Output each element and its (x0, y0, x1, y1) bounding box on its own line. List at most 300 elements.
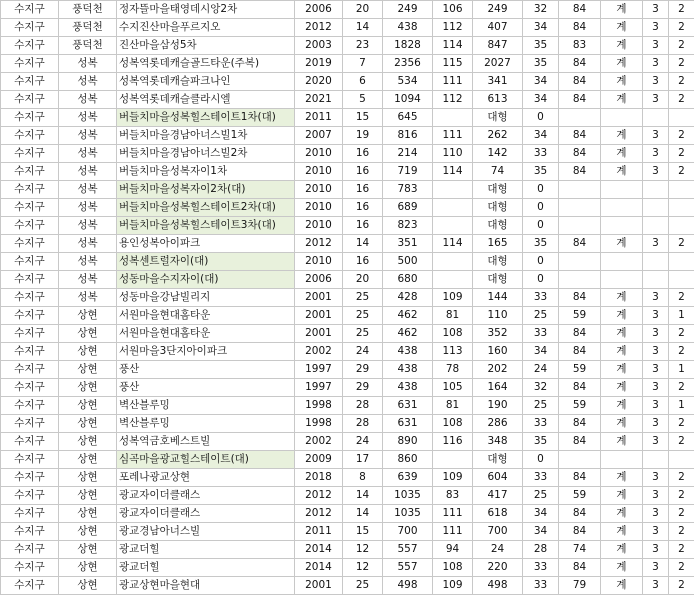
age-cell: 25 (343, 289, 383, 307)
complex-name-cell: 진산마을삼성5차 (117, 37, 295, 55)
total-cell: 계 (601, 397, 643, 415)
year-cell: 2020 (295, 73, 343, 91)
district-cell: 수지구 (1, 19, 59, 37)
rooms-cell: 3 (643, 559, 669, 577)
pyeong-cell: 28 (523, 541, 559, 559)
area-cell (433, 253, 473, 271)
households-cell: 438 (383, 379, 433, 397)
complex-name-cell: 광교더힐 (117, 541, 295, 559)
complex-name-cell: 성동마을강남빌리지 (117, 289, 295, 307)
area-cell: 78 (433, 361, 473, 379)
age-cell: 6 (343, 73, 383, 91)
unit-count-cell: 341 (473, 73, 523, 91)
district-cell: 수지구 (1, 541, 59, 559)
dong-cell: 성복 (59, 181, 117, 199)
age-cell: 16 (343, 163, 383, 181)
area-cell: 81 (433, 397, 473, 415)
size-cell: 84 (559, 19, 601, 37)
rooms-cell: 3 (643, 91, 669, 109)
unit-count-cell: 165 (473, 235, 523, 253)
baths-cell (669, 199, 694, 217)
rooms-cell (643, 451, 669, 469)
district-cell: 수지구 (1, 1, 59, 19)
unit-count-cell: 대형 (473, 253, 523, 271)
table-row (1, 541, 694, 559)
size-cell: 84 (559, 55, 601, 73)
area-cell: 111 (433, 73, 473, 91)
baths-cell: 2 (669, 19, 694, 37)
size-cell (559, 451, 601, 469)
size-cell: 84 (559, 1, 601, 19)
year-cell: 2001 (295, 577, 343, 595)
area-cell: 106 (433, 1, 473, 19)
households-cell: 783 (383, 181, 433, 199)
age-cell: 23 (343, 37, 383, 55)
dong-cell: 상현 (59, 541, 117, 559)
size-cell: 84 (559, 73, 601, 91)
table-row (1, 163, 694, 181)
district-cell: 수지구 (1, 217, 59, 235)
complex-name-cell: 서원마을현대홈타운 (117, 307, 295, 325)
baths-cell (669, 109, 694, 127)
district-cell: 수지구 (1, 55, 59, 73)
baths-cell: 2 (669, 343, 694, 361)
pyeong-cell: 34 (523, 91, 559, 109)
table-row (1, 253, 694, 271)
unit-count-cell: 847 (473, 37, 523, 55)
area-cell: 83 (433, 487, 473, 505)
unit-count-cell: 대형 (473, 451, 523, 469)
households-cell: 860 (383, 451, 433, 469)
dong-cell: 성복 (59, 235, 117, 253)
total-cell: 계 (601, 523, 643, 541)
dong-cell: 상현 (59, 451, 117, 469)
households-cell: 534 (383, 73, 433, 91)
age-cell: 8 (343, 469, 383, 487)
age-cell: 24 (343, 343, 383, 361)
size-cell: 84 (559, 523, 601, 541)
baths-cell: 2 (669, 559, 694, 577)
year-cell: 2012 (295, 505, 343, 523)
unit-count-cell: 대형 (473, 181, 523, 199)
rooms-cell (643, 181, 669, 199)
district-cell: 수지구 (1, 523, 59, 541)
year-cell: 1998 (295, 415, 343, 433)
pyeong-cell: 33 (523, 469, 559, 487)
total-cell: 계 (601, 487, 643, 505)
table-row (1, 109, 694, 127)
size-cell (559, 253, 601, 271)
unit-count-cell: 613 (473, 91, 523, 109)
total-cell: 계 (601, 433, 643, 451)
pyeong-cell: 33 (523, 325, 559, 343)
baths-cell: 1 (669, 397, 694, 415)
age-cell: 19 (343, 127, 383, 145)
age-cell: 17 (343, 451, 383, 469)
dong-cell: 성복 (59, 127, 117, 145)
complex-name-cell: 광교자이더클래스 (117, 505, 295, 523)
dong-cell: 상현 (59, 343, 117, 361)
households-cell: 816 (383, 127, 433, 145)
rooms-cell: 3 (643, 397, 669, 415)
district-cell: 수지구 (1, 127, 59, 145)
complex-name-cell: 버들치마을성복자이1차 (117, 163, 295, 181)
area-cell: 109 (433, 289, 473, 307)
baths-cell: 2 (669, 289, 694, 307)
pyeong-cell: 35 (523, 433, 559, 451)
district-cell: 수지구 (1, 577, 59, 595)
district-cell: 수지구 (1, 253, 59, 271)
area-cell: 112 (433, 91, 473, 109)
size-cell: 59 (559, 361, 601, 379)
area-cell (433, 181, 473, 199)
pyeong-cell: 34 (523, 127, 559, 145)
households-cell: 645 (383, 109, 433, 127)
unit-count-cell: 대형 (473, 199, 523, 217)
total-cell (601, 181, 643, 199)
table-row (1, 199, 694, 217)
year-cell: 2010 (295, 199, 343, 217)
size-cell: 59 (559, 487, 601, 505)
year-cell: 2010 (295, 217, 343, 235)
table-row (1, 325, 694, 343)
complex-name-cell: 버들치마을경남아너스빌1차 (117, 127, 295, 145)
table-body (1, 1, 694, 595)
dong-cell: 성복 (59, 217, 117, 235)
age-cell: 15 (343, 109, 383, 127)
area-cell: 111 (433, 523, 473, 541)
dong-cell: 상현 (59, 469, 117, 487)
complex-name-cell: 성복역금호베스트빌 (117, 433, 295, 451)
district-cell: 수지구 (1, 559, 59, 577)
baths-cell (669, 451, 694, 469)
baths-cell: 2 (669, 73, 694, 91)
district-cell: 수지구 (1, 271, 59, 289)
households-cell: 214 (383, 145, 433, 163)
district-cell: 수지구 (1, 433, 59, 451)
year-cell: 2006 (295, 1, 343, 19)
rooms-cell: 3 (643, 163, 669, 181)
age-cell: 28 (343, 397, 383, 415)
table-row (1, 235, 694, 253)
size-cell (559, 217, 601, 235)
year-cell: 2002 (295, 433, 343, 451)
table-row (1, 37, 694, 55)
district-cell: 수지구 (1, 199, 59, 217)
complex-name-cell: 버들치마을경남아너스빌2차 (117, 145, 295, 163)
rooms-cell: 3 (643, 307, 669, 325)
rooms-cell: 3 (643, 487, 669, 505)
pyeong-cell: 32 (523, 1, 559, 19)
total-cell (601, 199, 643, 217)
households-cell: 249 (383, 1, 433, 19)
year-cell: 2018 (295, 469, 343, 487)
unit-count-cell: 286 (473, 415, 523, 433)
rooms-cell: 3 (643, 343, 669, 361)
size-cell: 84 (559, 235, 601, 253)
total-cell: 계 (601, 19, 643, 37)
dong-cell: 성복 (59, 253, 117, 271)
dong-cell: 성복 (59, 289, 117, 307)
households-cell: 557 (383, 541, 433, 559)
complex-name-cell: 광교더힐 (117, 559, 295, 577)
households-cell: 680 (383, 271, 433, 289)
complex-name-cell: 용인성복아이파크 (117, 235, 295, 253)
district-cell: 수지구 (1, 109, 59, 127)
unit-count-cell: 대형 (473, 271, 523, 289)
households-cell: 1035 (383, 505, 433, 523)
district-cell: 수지구 (1, 397, 59, 415)
baths-cell: 2 (669, 577, 694, 595)
total-cell (601, 109, 643, 127)
area-cell: 111 (433, 505, 473, 523)
unit-count-cell: 164 (473, 379, 523, 397)
age-cell: 12 (343, 541, 383, 559)
baths-cell: 2 (669, 433, 694, 451)
complex-name-cell: 버들치마을성복힐스테이트2차(대) (117, 199, 295, 217)
dong-cell: 성복 (59, 145, 117, 163)
complex-name-cell: 수지진산마을푸르지오 (117, 19, 295, 37)
district-cell: 수지구 (1, 343, 59, 361)
unit-count-cell: 220 (473, 559, 523, 577)
rooms-cell: 3 (643, 1, 669, 19)
total-cell: 계 (601, 577, 643, 595)
area-cell: 113 (433, 343, 473, 361)
households-cell: 351 (383, 235, 433, 253)
pyeong-cell: 35 (523, 163, 559, 181)
total-cell (601, 271, 643, 289)
district-cell: 수지구 (1, 289, 59, 307)
size-cell: 74 (559, 541, 601, 559)
unit-count-cell: 700 (473, 523, 523, 541)
unit-count-cell: 407 (473, 19, 523, 37)
year-cell: 2012 (295, 235, 343, 253)
total-cell: 계 (601, 559, 643, 577)
households-cell: 1828 (383, 37, 433, 55)
households-cell: 438 (383, 19, 433, 37)
total-cell: 계 (601, 307, 643, 325)
district-cell: 수지구 (1, 415, 59, 433)
dong-cell: 상현 (59, 397, 117, 415)
table-row (1, 271, 694, 289)
households-cell: 1035 (383, 487, 433, 505)
year-cell: 2010 (295, 181, 343, 199)
district-cell: 수지구 (1, 307, 59, 325)
year-cell: 2019 (295, 55, 343, 73)
table-row (1, 343, 694, 361)
unit-count-cell: 144 (473, 289, 523, 307)
area-cell: 114 (433, 163, 473, 181)
area-cell: 105 (433, 379, 473, 397)
area-cell: 109 (433, 469, 473, 487)
age-cell: 16 (343, 217, 383, 235)
table-row (1, 379, 694, 397)
area-cell: 112 (433, 19, 473, 37)
complex-name-cell: 버들치마을성복힐스테이트3차(대) (117, 217, 295, 235)
year-cell: 2010 (295, 163, 343, 181)
households-cell: 631 (383, 397, 433, 415)
households-cell: 428 (383, 289, 433, 307)
dong-cell: 상현 (59, 307, 117, 325)
size-cell: 84 (559, 559, 601, 577)
table-row (1, 289, 694, 307)
year-cell: 2014 (295, 541, 343, 559)
households-cell: 557 (383, 559, 433, 577)
unit-count-cell: 110 (473, 307, 523, 325)
dong-cell: 성복 (59, 199, 117, 217)
rooms-cell: 3 (643, 433, 669, 451)
unit-count-cell: 190 (473, 397, 523, 415)
total-cell: 계 (601, 343, 643, 361)
baths-cell: 2 (669, 379, 694, 397)
pyeong-cell: 34 (523, 505, 559, 523)
complex-name-cell: 광교경남아너스빌 (117, 523, 295, 541)
households-cell: 689 (383, 199, 433, 217)
total-cell: 계 (601, 55, 643, 73)
pyeong-cell: 0 (523, 109, 559, 127)
pyeong-cell: 0 (523, 181, 559, 199)
unit-count-cell: 417 (473, 487, 523, 505)
baths-cell (669, 217, 694, 235)
complex-name-cell: 심곡마을광교힐스테이트(대) (117, 451, 295, 469)
area-cell: 108 (433, 325, 473, 343)
age-cell: 15 (343, 523, 383, 541)
year-cell: 2001 (295, 289, 343, 307)
year-cell: 2011 (295, 109, 343, 127)
size-cell: 84 (559, 505, 601, 523)
baths-cell (669, 181, 694, 199)
area-cell: 108 (433, 415, 473, 433)
table-row (1, 91, 694, 109)
age-cell: 16 (343, 145, 383, 163)
year-cell: 2006 (295, 271, 343, 289)
baths-cell: 2 (669, 541, 694, 559)
size-cell (559, 271, 601, 289)
rooms-cell: 3 (643, 361, 669, 379)
total-cell: 계 (601, 325, 643, 343)
unit-count-cell: 262 (473, 127, 523, 145)
households-cell: 823 (383, 217, 433, 235)
year-cell: 2011 (295, 523, 343, 541)
rooms-cell: 3 (643, 235, 669, 253)
baths-cell: 2 (669, 415, 694, 433)
age-cell: 29 (343, 379, 383, 397)
unit-count-cell: 348 (473, 433, 523, 451)
age-cell: 24 (343, 433, 383, 451)
age-cell: 12 (343, 559, 383, 577)
rooms-cell: 3 (643, 73, 669, 91)
table-row (1, 55, 694, 73)
area-cell: 115 (433, 55, 473, 73)
complex-name-cell: 버들치마을성복자이2차(대) (117, 181, 295, 199)
total-cell: 계 (601, 145, 643, 163)
year-cell: 1998 (295, 397, 343, 415)
rooms-cell (643, 271, 669, 289)
age-cell: 28 (343, 415, 383, 433)
baths-cell (669, 253, 694, 271)
area-cell (433, 199, 473, 217)
age-cell: 29 (343, 361, 383, 379)
dong-cell: 상현 (59, 559, 117, 577)
rooms-cell (643, 253, 669, 271)
year-cell: 2001 (295, 325, 343, 343)
rooms-cell: 3 (643, 145, 669, 163)
size-cell (559, 199, 601, 217)
baths-cell: 2 (669, 487, 694, 505)
unit-count-cell: 대형 (473, 109, 523, 127)
district-cell: 수지구 (1, 37, 59, 55)
complex-name-cell: 서원마을3단지아이파크 (117, 343, 295, 361)
complex-name-cell: 광교상현마을현대 (117, 577, 295, 595)
year-cell: 2010 (295, 145, 343, 163)
district-cell: 수지구 (1, 361, 59, 379)
year-cell: 2012 (295, 19, 343, 37)
dong-cell: 풍덕천 (59, 37, 117, 55)
district-cell: 수지구 (1, 487, 59, 505)
rooms-cell: 3 (643, 37, 669, 55)
baths-cell: 2 (669, 469, 694, 487)
dong-cell: 상현 (59, 523, 117, 541)
baths-cell: 2 (669, 37, 694, 55)
baths-cell: 1 (669, 307, 694, 325)
dong-cell: 상현 (59, 361, 117, 379)
total-cell: 계 (601, 379, 643, 397)
table-row (1, 1, 694, 19)
age-cell: 5 (343, 91, 383, 109)
age-cell: 16 (343, 199, 383, 217)
year-cell: 1997 (295, 361, 343, 379)
total-cell: 계 (601, 163, 643, 181)
rooms-cell: 3 (643, 469, 669, 487)
households-cell: 890 (383, 433, 433, 451)
total-cell (601, 253, 643, 271)
year-cell: 2010 (295, 253, 343, 271)
total-cell: 계 (601, 37, 643, 55)
complex-name-cell: 성복역롯데캐슬골드타운(주복) (117, 55, 295, 73)
complex-name-cell: 정자뜰마을태영데시앙2차 (117, 1, 295, 19)
total-cell: 계 (601, 541, 643, 559)
district-cell: 수지구 (1, 181, 59, 199)
year-cell: 2014 (295, 559, 343, 577)
table-row (1, 307, 694, 325)
baths-cell (669, 271, 694, 289)
pyeong-cell: 34 (523, 73, 559, 91)
size-cell: 84 (559, 145, 601, 163)
area-cell: 116 (433, 433, 473, 451)
rooms-cell: 3 (643, 541, 669, 559)
size-cell: 84 (559, 91, 601, 109)
baths-cell: 2 (669, 325, 694, 343)
complex-name-cell: 포레나광교상현 (117, 469, 295, 487)
total-cell (601, 217, 643, 235)
total-cell: 계 (601, 415, 643, 433)
area-cell: 111 (433, 127, 473, 145)
rooms-cell (643, 109, 669, 127)
year-cell: 2012 (295, 487, 343, 505)
area-cell (433, 451, 473, 469)
baths-cell: 2 (669, 91, 694, 109)
area-cell (433, 271, 473, 289)
pyeong-cell: 35 (523, 235, 559, 253)
rooms-cell: 3 (643, 415, 669, 433)
rooms-cell: 3 (643, 19, 669, 37)
pyeong-cell: 34 (523, 19, 559, 37)
households-cell: 500 (383, 253, 433, 271)
year-cell: 2002 (295, 343, 343, 361)
pyeong-cell: 0 (523, 451, 559, 469)
unit-count-cell: 24 (473, 541, 523, 559)
age-cell: 25 (343, 325, 383, 343)
